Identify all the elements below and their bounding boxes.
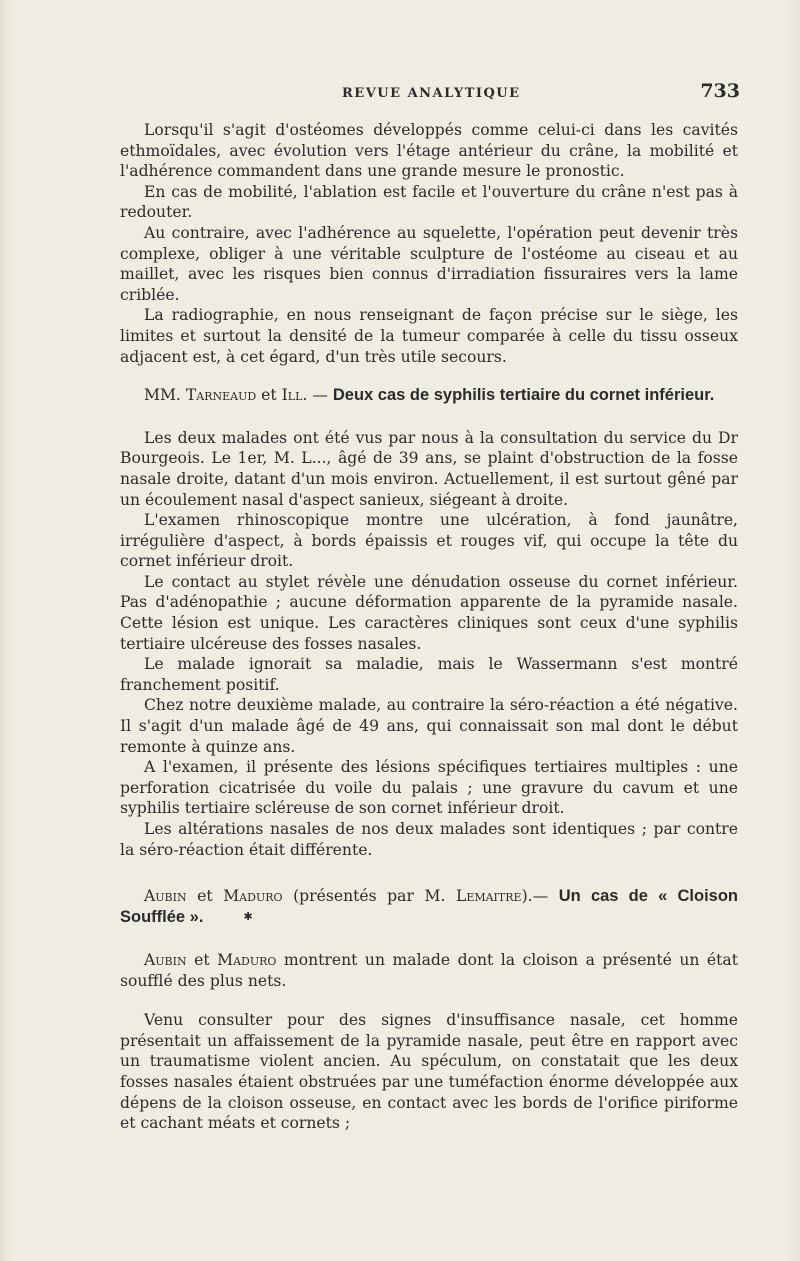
author-name: Tarneaud [185,386,257,405]
paragraph: L'examen rhinoscopique montre une ulcération, à fond jaunâtre, irrégulière d'aspect, à bords épaissis et rouges vif, qui occupe la tête du cornet inférieur droit. [120,511,738,571]
paragraph: Le malade ignorait sa maladie, mais le Wassermann s'est montré franchement positif. [120,655,738,694]
paragraph: Le contact au stylet révèle une dénudation osseuse du cornet inférieur. Pas d'adénopathie ; aucune déformation apparente de la pyramide nasale. Cette lésion est unique. Les caractères cliniques sont ceux d'une syphilis tertiaire ulcéreuse des fosses nasales. [120,572,738,653]
page-number: 733 [700,80,740,102]
dash: — [307,386,333,405]
section-heading-syphilis [120,385,738,406]
paragraph: Les deux malades ont été vus par nous à la consultation du service du Dr Bourgeois. Le 1er, M. L..., âgé de 39 ans, se plaint d'obstruction de la fosse nasale droite, datant d'un mois environ. Actuellement, il est surtout gêné par un écoulement nasal d'aspect sanieux, siégeant à droite. [120,428,738,509]
section-title: Deux cas de syphilis tertiaire du cornet inférieur. [332,386,715,405]
paragraph: Venu consulter pour des signes d'insuffisance nasale, cet homme présentait un affaissement de la pyramide nasale, peut être en rapport avec un traumatisme violent ancien. Au spéculum, on constatait que les deux fosses nasales étaient obstruées par une tuméfaction énorme développée aux dépens de la cloison osseuse, en contact avec les bords de l'orifice piriforme et cachant méats et cornets ; [120,1011,738,1133]
ornament-icon: ✱ [243,910,253,924]
presented-by: (présentés par M. [282,887,456,906]
paragraph: Au contraire, avec l'adhérence au squelette, l'opération peut devenir très complexe, obliger à une véritable sculpture de l'ostéome au ciseau et au maillet, avec les risques bien connus d'irradiation fissuraires vers la lame criblée. [120,223,738,304]
running-title: REVUE ANALYTIQUE [342,86,521,101]
paragraph: La radiographie, en nous renseignant de façon précise sur le siège, les limites et surtout la densité de la tumeur comparée à celle du tissu osseux adjacent est, à cet égard, d'un très utile secours. [120,306,738,366]
authors-prefix: MM. [144,386,186,405]
author-name: Maduro [223,887,283,906]
paragraph: Chez notre deuxième malade, au contraire la séro-réaction a été négative. Il s'agit d'un malade âgé de 49 ans, qui connaissait son mal dont le début remonte à quinze ans. [120,696,738,756]
paragraph: Les altérations nasales de nos deux malades sont identiques ; par contre la séro-réaction était différente. [120,820,738,859]
author-name: Aubin [144,887,187,906]
body-text [120,120,738,1134]
section-heading-cloison [120,886,738,928]
conjunction: et [256,386,282,405]
presenter-name: Lemaitre [455,887,522,906]
conjunction: et [186,951,218,970]
section-title: Un cas de « Cloison Soufflée ». [120,887,738,926]
paragraph-text: montrent un malade dont la cloison a présenté un état soufflé des plus nets. [120,951,738,990]
author-name: Aubin [144,951,187,970]
page-header [120,78,740,106]
author-name: Ill. [281,386,308,405]
paragraph: En cas de mobilité, l'ablation est facile et l'ouverture du crâne n'est pas à redouter. [120,182,738,222]
conjunction: et [186,887,224,906]
author-name: Maduro [217,951,277,970]
paragraph: Lorsqu'il s'agit d'ostéomes développés comme celui-ci dans les cavités ethmoïdales, avec évolution vers l'étage antérieur du crâne, la mobilité et l'adhérence commandent dans une grande mesure le pronostic. [120,121,738,181]
presented-by-end: ).— [521,887,559,906]
paragraph: A l'examen, il présente des lésions spécifiques tertiaires multiples : une perforation cicatrisée du voile du palais ; une gravure du cavum et une syphilis tertiaire scléreuse de son cornet inférieur droit. [120,758,738,818]
paragraph [120,950,738,991]
